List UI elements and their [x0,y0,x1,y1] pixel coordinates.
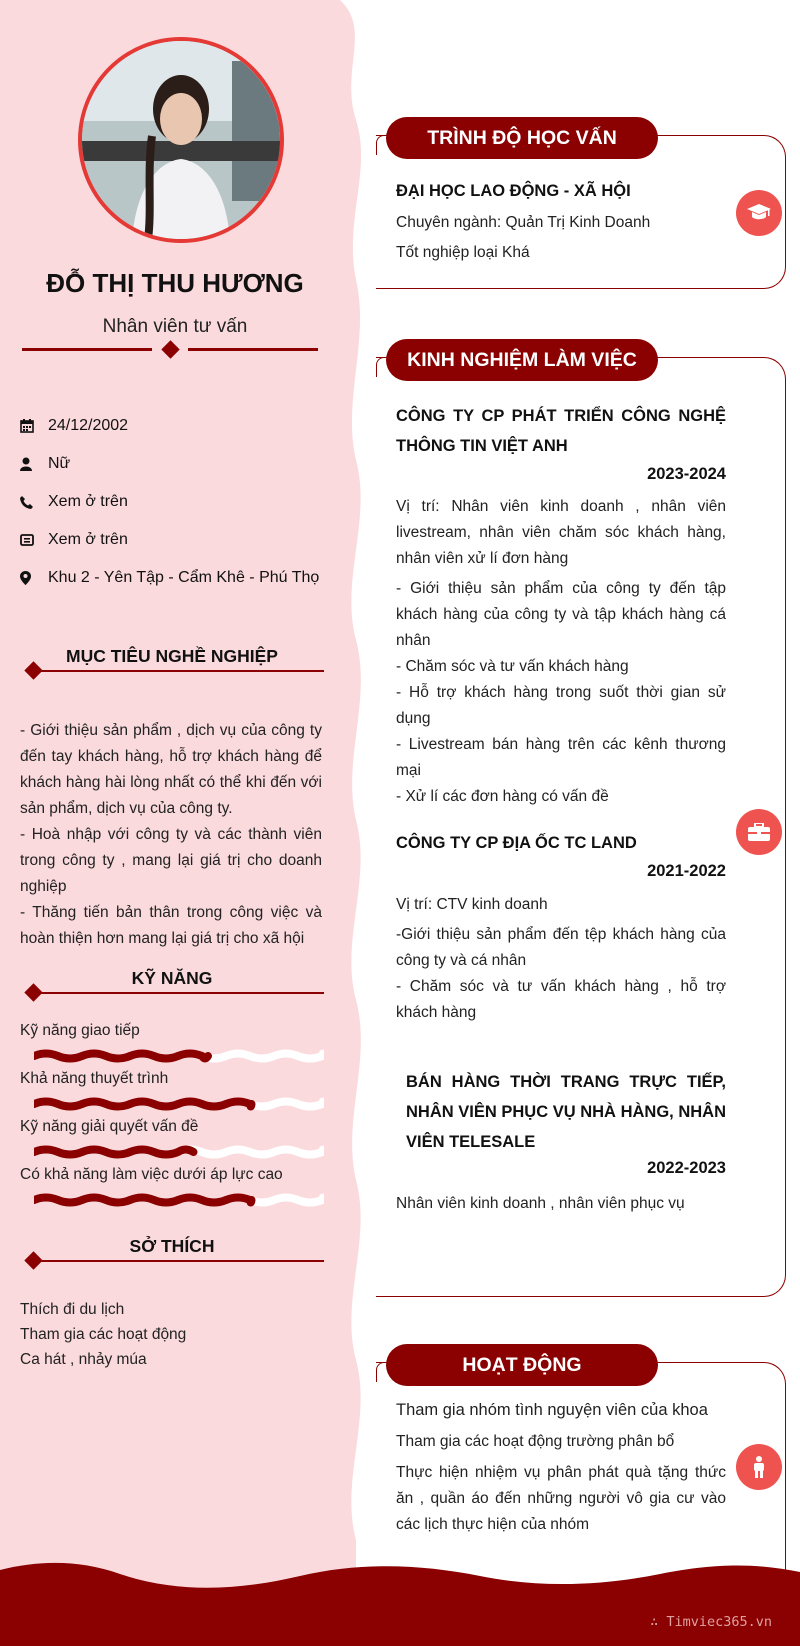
contact-text: Khu 2 - Yên Tập - Cẩm Khê - Phú Thọ [48,569,320,586]
phone-icon [20,496,48,509]
hobbies-heading [20,1236,324,1266]
skill-label: Kỹ năng giải quyết vấn đề [20,1118,199,1135]
job-position: Nhân viên kinh doanh , nhân viên phục vụ [396,1195,685,1212]
objective-text: - Giới thiệu sản phẩm , dịch vụ của công ty đến tay khách hàng, hỗ trợ khách hàng để khách hàng hài lòng nhất có thể khi đến với sản phẩm, dịch vụ của công ty. - Hoà nhập với công ty và các thành viên trong công ty , mang lại giá trị cho doanh nghiệp - Thăng tiến bản thân trong công việc và hoàn thiện hơn mang lại giá trị cho xã hội [20,722,322,947]
education-major: Chuyên ngành: Quản Trị Kinh Doanh [396,214,651,231]
job-position: Vị trí: CTV kinh doanh [396,896,548,913]
watermark: ∴ Timviec365.vn [650,1614,772,1630]
job-details: -Giới thiệu sản phẩm đến tệp khách hàng của công ty và cá nhân - Chăm sóc và tư vấn khách hàng , hỗ trợ khách hàng [396,926,726,1021]
email-icon [20,534,48,546]
activity-item: Tham gia các hoạt động trường phân bổ [396,1433,675,1450]
education-grade: Tốt nghiệp loại Khá [396,244,530,261]
contact-text: Xem ở trên [48,531,128,548]
section-line [34,1260,324,1262]
person-icon [20,457,48,471]
calendar-icon [20,419,48,433]
skill-label: Có khả năng làm việc dưới áp lực cao [20,1166,283,1183]
section-line [34,992,324,994]
contact-address [20,569,340,587]
activity-item: Thực hiện nhiệm vụ phân phát quà tặng thức ăn , quần áo đến những người vô gia cư vào các lịch thực hiện của nhóm [396,1464,726,1533]
contact-email [20,531,340,549]
profile-photo [78,37,284,243]
skill-bar [34,1145,324,1159]
education-title: TRÌNH ĐỘ HỌC VẤN [386,117,658,159]
activity-item: Tham gia nhóm tình nguyện viên của khoa [396,1401,708,1419]
contact-text: 24/12/2002 [48,417,129,434]
section-title: MỤC TIÊU NGHỀ NGHIỆP [66,646,278,666]
objective-heading [20,646,324,676]
name-divider-right [188,348,318,351]
briefcase-badge [736,809,782,855]
job-company: BÁN HÀNG THỜI TRANG TRỰC TIẾP, NHÂN VIÊN PHỤC VỤ NHÀ HÀNG, NHÂN VIÊN TELESALE [406,1073,726,1151]
skill-label: Kỹ năng giao tiếp [20,1022,140,1039]
person-standing-icon [752,1456,766,1478]
contact-phone [20,493,340,511]
skill-bar-fill [34,1102,252,1107]
card-corner [376,1362,384,1382]
card-corner [376,357,384,377]
card-corner [376,135,384,155]
skill-bar [34,1193,324,1207]
job-position: Vị trí: Nhân viên kinh doanh , nhân viên livestream, nhân viên chăm sóc khách hàng, nhân viên xử lí đơn hàng [396,498,726,567]
briefcase-icon [748,823,770,841]
person-badge [736,1444,782,1490]
skill-bar-fill [34,1150,194,1155]
section-title: KỸ NĂNG [131,968,213,988]
candidate-role: Nhân viên tư vấn [102,316,248,337]
candidate-name: ĐỖ THỊ THU HƯƠNG [46,268,304,298]
footer-wave [0,1560,800,1646]
section-line [34,670,324,672]
hobby-item: Tham gia các hoạt động [20,1326,187,1343]
contact-text: Xem ở trên [48,493,128,510]
skill-bar [34,1049,324,1063]
experience-title: KINH NGHIỆM LÀM VIỆC [386,339,658,381]
job-years: 2021-2022 [647,862,726,880]
contact-gender [20,455,340,473]
hobby-item: Ca hát , nhảy múa [20,1351,147,1368]
school-name: ĐẠI HỌC LAO ĐỘNG - XÃ HỘI [396,182,631,200]
job-years: 2022-2023 [647,1159,726,1177]
name-divider-left [22,348,152,351]
job-years: 2023-2024 [647,465,726,483]
contact-birthdate [20,417,340,435]
graduation-cap-badge [736,190,782,236]
skill-bar-fill [34,1054,208,1059]
job-company: CÔNG TY CP ĐỊA ỐC TC LAND [396,834,637,852]
contact-text: Nữ [48,455,71,472]
graduation-cap-icon [747,204,771,222]
skill-bar-fill [34,1198,252,1203]
job-details: - Giới thiệu sản phẩm của công ty đến tập khách hàng của công ty và tập khách hàng cá nhân - Chăm sóc và tư vấn khách hàng - Hỗ trợ khách hàng trong suốt thời gian sử dụng - Livestream bán hàng trên các kênh thương mại - Xử lí các đơn hàng có vấn đề [396,580,726,805]
hobby-item: Thích đi du lịch [20,1301,125,1318]
job-company: CÔNG TY CP PHÁT TRIỂN CÔNG NGHỆ THÔNG TIN VIỆT ANH [396,407,726,455]
activities-title: HOẠT ĐỘNG [386,1344,658,1386]
location-icon [20,571,48,585]
skills-heading [20,968,324,998]
section-title: SỞ THÍCH [129,1236,215,1256]
skill-bar [34,1097,324,1111]
skill-label: Khả năng thuyết trình [20,1070,169,1087]
